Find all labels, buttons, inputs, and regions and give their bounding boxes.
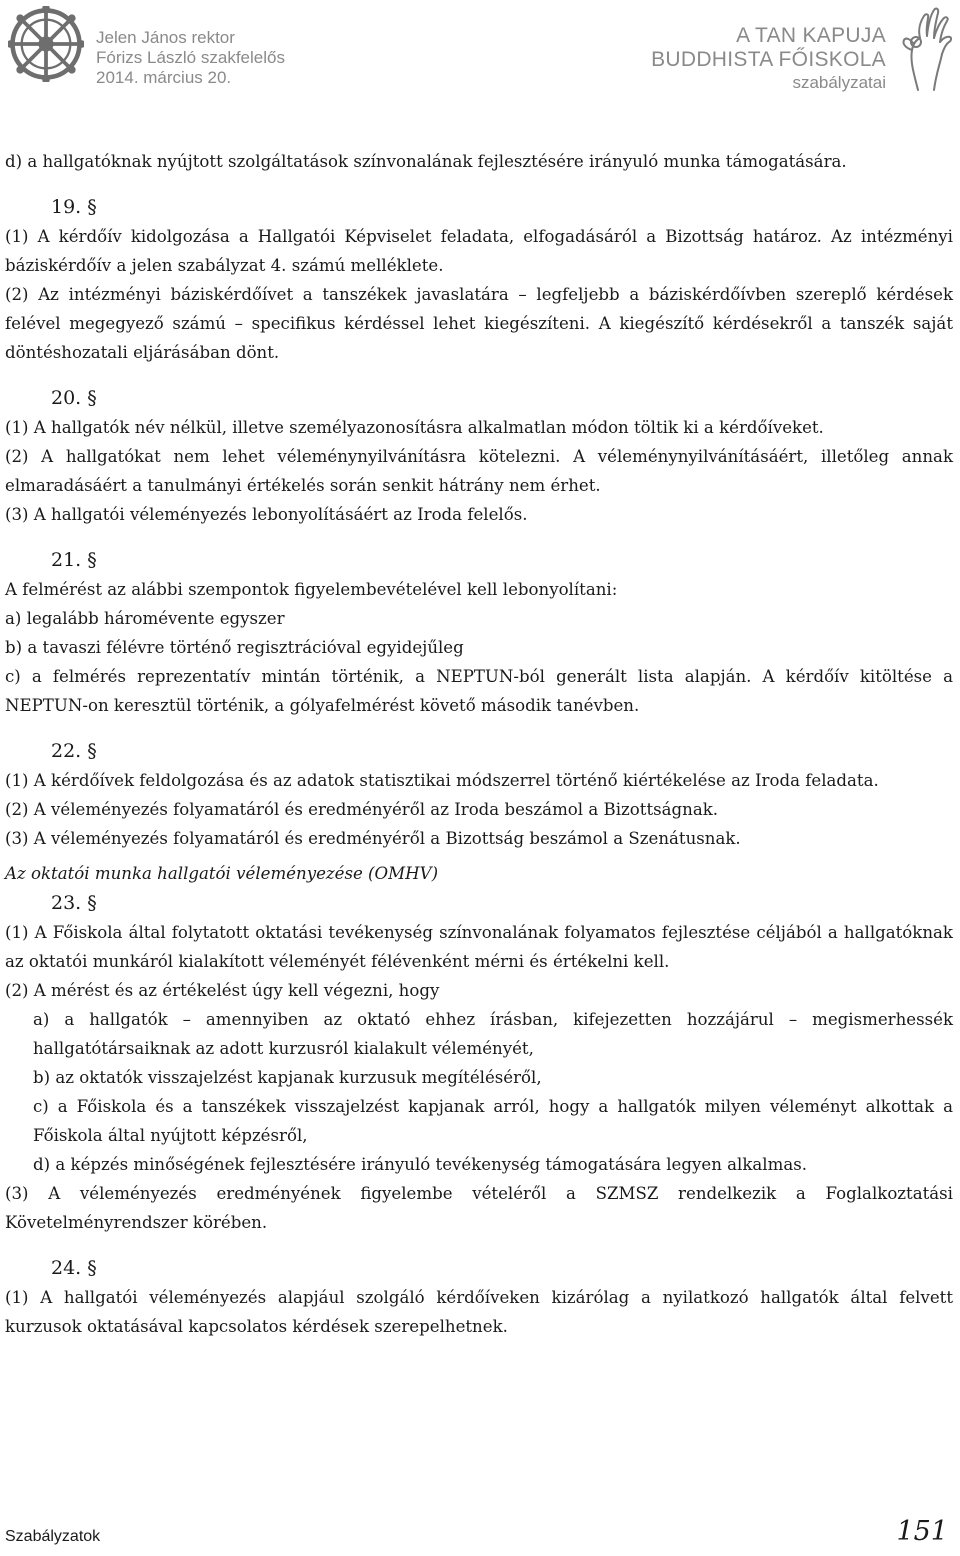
header-institution bbox=[651, 24, 886, 94]
section-heading-23: 23. § bbox=[51, 892, 97, 914]
header-responsible: Fórizs László szakfelelős bbox=[96, 48, 285, 67]
paragraph: (3) A véleményezés folyamatáról és eredményéről a Bizottság beszámol a Szenátusnak. bbox=[5, 829, 741, 848]
paragraph: A felmérést az alábbi szempontok figyelembevételével kell lebonyolítani: bbox=[5, 580, 618, 599]
paragraph: (2) A mérést és az értékelést úgy kell végezni, hogy bbox=[5, 981, 440, 1000]
header-institution-line1: A TAN KAPUJA bbox=[736, 24, 886, 47]
header-date: 2014. március 20. bbox=[96, 68, 232, 87]
list-item: b) a tavaszi félévre történő regisztrációval egyidejűleg bbox=[5, 638, 464, 657]
page-number: 151 bbox=[896, 1516, 948, 1547]
paragraph: (3) A hallgatói véleményezés lebonyolításáért az Iroda felelős. bbox=[5, 505, 528, 524]
list-item: c) a felmérés reprezentatív mintán történik, a NEPTUN-ból generált lista alapján. A kérdőív kitöltése a NEPTUN-on keresztül történik, a gólyafelmérést követő második tanévben. bbox=[5, 667, 953, 715]
paragraph: (1) A hallgatói véleményezés alapjául szolgáló kérdőíveken kizárólag a nyilatkozó hallgatók által felvett kurzusok oktatásával kapcsolatos kérdések szerepelhetnek. bbox=[5, 1288, 953, 1336]
page-header bbox=[0, 0, 960, 110]
paragraph: (3) A véleményezés eredményének figyelembe vételéről a SZMSZ rendelkezik a Foglalkoztatási Követelményrendszer körében. bbox=[5, 1184, 953, 1232]
mudra-hand-logo bbox=[896, 4, 956, 94]
list-item: a) a hallgatók – amennyiben az oktató ehhez írásban, kifejezetten hozzájárul – megismerhessék hallgatótársaiknak az adott kurzusról kialakult véleményét, bbox=[33, 1010, 953, 1058]
dharma-wheel-logo bbox=[8, 6, 84, 82]
section-heading-24: 24. § bbox=[51, 1257, 97, 1279]
footer-title: Szabályzatok bbox=[5, 1528, 101, 1545]
section-heading-22: 22. § bbox=[51, 740, 97, 762]
subheading-omhv: Az oktatói munka hallgatói véleményezése (OMHV) bbox=[5, 864, 439, 883]
section-heading-21: 21. § bbox=[51, 549, 97, 571]
list-item: a) legalább háromévente egyszer bbox=[5, 609, 285, 628]
list-item: d) a képzés minőségének fejlesztésére irányuló tevékenység támogatására legyen alkalmas. bbox=[33, 1155, 808, 1174]
paragraph: (2) A hallgatókat nem lehet véleménynyilvánításra kötelezni. A véleménynyilvánításáért, illetőleg annak elmaradásáért a tanulmányi értékelés során senkit hátrány nem érhet. bbox=[5, 447, 953, 495]
paragraph: (1) A kérdőív kidolgozása a Hallgatói Képviselet feladata, elfogadásáról a Bizottság határoz. Az intézményi báziskérdőív a jelen szabályzat 4. számú melléklete. bbox=[5, 227, 953, 275]
paragraph: (1) A kérdőívek feldolgozása és az adatok statisztikai módszerrel történő kiértékelése az Iroda feladata. bbox=[5, 771, 879, 790]
section-heading-20: 20. § bbox=[51, 387, 97, 409]
paragraph: (2) Az intézményi báziskérdőívet a tanszékek javaslatára – legfeljebb a báziskérdőívben szereplő kérdések felével megegyező számú – specifikus kérdéssel lehet kiegészíteni. A kiegészítő kérdésekről a tanszék saját döntéshozatali eljárásában dönt. bbox=[5, 285, 953, 362]
list-item: c) a Főiskola és a tanszékek visszajelzést kapjanak arról, hogy a hallgatók milyen véleményt alkottak a Főiskola által nyújtott képzésről, bbox=[33, 1097, 953, 1145]
header-institution-line2: BUDDHISTA FŐISKOLA bbox=[651, 48, 886, 71]
paragraph: (2) A véleményezés folyamatáról és eredményéről az Iroda beszámol a Bizottságnak. bbox=[5, 800, 719, 819]
section-heading-19: 19. § bbox=[51, 196, 97, 218]
document-body bbox=[5, 147, 953, 1341]
paragraph: d) a hallgatóknak nyújtott szolgáltatások színvonalának fejlesztésére irányuló munka támogatására. bbox=[5, 152, 847, 171]
paragraph: (1) A Főiskola által folytatott oktatási tevékenység színvonalának folyamatos fejlesztése céljából a hallgatóknak az oktatói munkáról kialakított véleményét félévenként mérni és értékelni kell. bbox=[5, 923, 953, 971]
header-institution-line3: szabályzatai bbox=[792, 73, 886, 92]
header-rector: Jelen János rektor bbox=[96, 28, 235, 47]
list-item: b) az oktatók visszajelzést kapjanak kurzusuk megítéléséről, bbox=[33, 1068, 542, 1087]
header-signatories bbox=[96, 28, 285, 88]
paragraph: (1) A hallgatók név nélkül, illetve személyazonosításra alkalmatlan módon töltik ki a kérdőíveket. bbox=[5, 418, 824, 437]
